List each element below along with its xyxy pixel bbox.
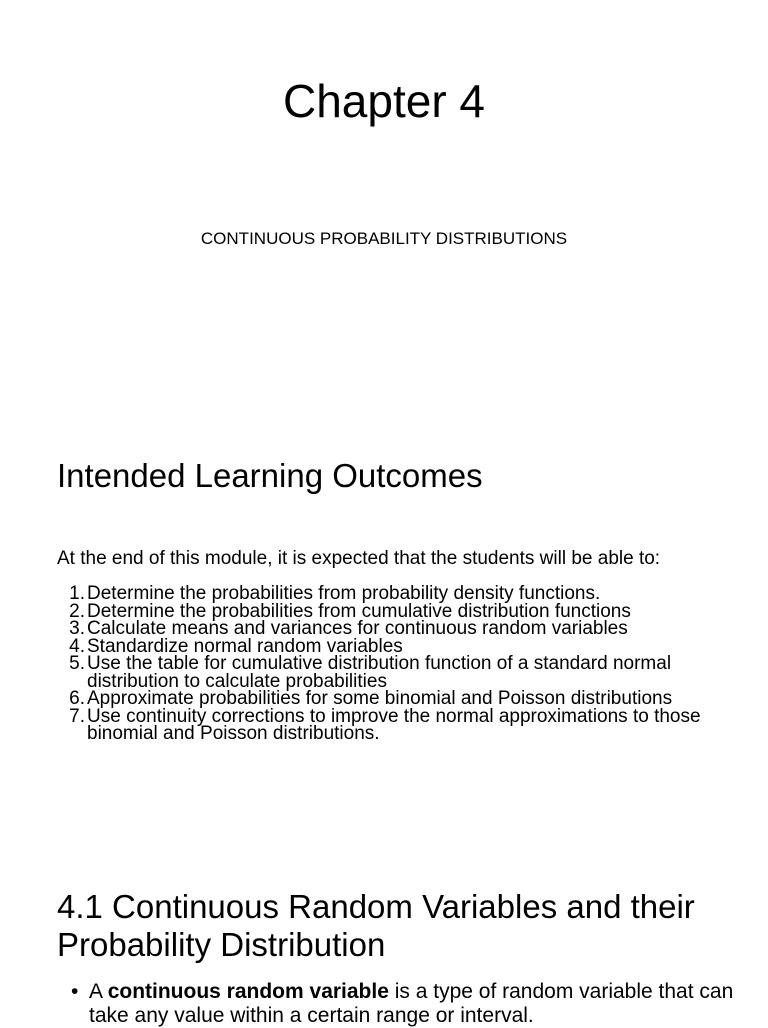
list-number: 2. — [69, 600, 85, 622]
learning-outcomes-heading: Intended Learning Outcomes — [57, 457, 483, 494]
list-number: 7. — [69, 705, 85, 727]
learning-outcomes-intro: At the end of this module, it is expected that the students will be able to: — [57, 548, 661, 569]
list-item — [57, 980, 737, 1028]
list-number: 4. — [69, 635, 85, 657]
section-4-1-bullets — [57, 980, 737, 1028]
list-number: 5. — [69, 653, 85, 674]
list-item-text: Determine the probabilities from probability density functions. — [87, 583, 601, 604]
list-item-text: Standardize normal random variables — [87, 635, 403, 657]
list-number: 1. — [69, 583, 85, 604]
bullet-text-post: is a type of random variable that can take any value within a certain range or interval. — [89, 980, 734, 1027]
section-4-1-heading: 4.1 Continuous Random Variables and their Probability Distribution — [57, 888, 695, 963]
chapter-subtitle: CONTINUOUS PROBABILITY DISTRIBUTIONS — [200, 229, 568, 248]
list-item-text: Determine the probabilities from cumulative distribution functions — [87, 600, 631, 622]
list-item-text: Use the table for cumulative distribution function of a standard normal distribution to calculate probabilities — [87, 653, 672, 692]
list-item-text: Approximate probabilities for some binomial and Poisson distributions — [87, 688, 673, 709]
list-number: 3. — [69, 618, 85, 639]
chapter-title: Chapter 4 — [282, 75, 485, 127]
bullet-icon: • — [71, 980, 79, 1003]
list-item — [57, 655, 717, 690]
list-number: 6. — [69, 688, 85, 709]
bullet-text-bold: continuous random variable — [107, 980, 389, 1003]
list-item-text: Calculate means and variances for continuous random variables — [87, 618, 628, 639]
list-item — [57, 705, 717, 744]
learning-outcomes-list — [57, 585, 717, 743]
list-item-text: Use continuity corrections to improve the normal approximations to those binomial and Poisson distributions. — [87, 705, 701, 744]
bullet-text-pre: A — [89, 980, 108, 1003]
